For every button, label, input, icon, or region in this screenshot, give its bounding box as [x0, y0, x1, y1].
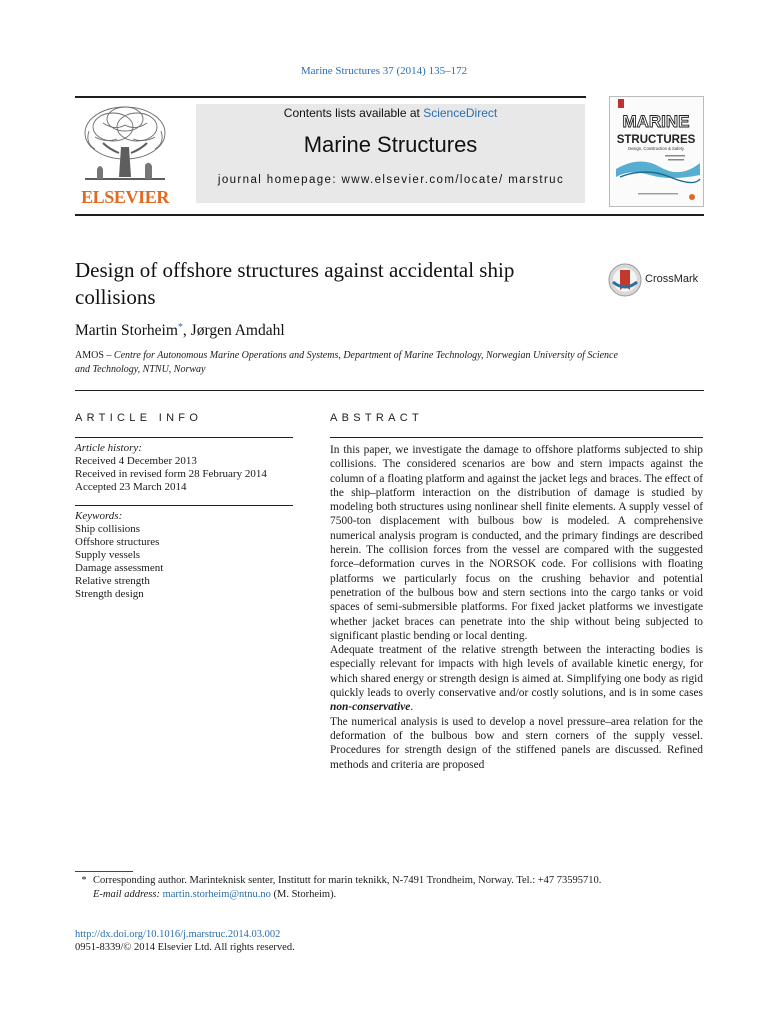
- crossmark-badge[interactable]: [607, 262, 707, 298]
- keywords-list: [75, 510, 293, 601]
- elsevier-logo: [75, 103, 175, 206]
- keywords-label: Keywords:: [75, 510, 123, 522]
- article-title: Design of offshore structures against accidental ship collisions: [75, 258, 515, 309]
- footnote-text: Corresponding author. Marinteknisk senter, Institutt for marin teknikk, N-7491 Trondheim, Norway. Tel.: +47 73595710.: [93, 875, 602, 886]
- history-item: Accepted 23 March 2014: [75, 481, 187, 493]
- email-link[interactable]: martin.storheim@ntnu.no: [162, 889, 271, 900]
- keyword-item: Strength design: [75, 588, 144, 600]
- header-bottom-rule: [75, 214, 704, 216]
- keyword-item: Damage assessment: [75, 562, 164, 574]
- author-separator: ,: [182, 322, 191, 339]
- sciencedirect-link[interactable]: ScienceDirect: [423, 106, 498, 120]
- affiliation-prefix: AMOS –: [75, 350, 114, 361]
- abstract-paragraph: [330, 643, 703, 714]
- abstract-text: .: [410, 701, 414, 714]
- email-label: E-mail address:: [93, 889, 163, 900]
- keyword-item: Relative strength: [75, 575, 150, 587]
- elsevier-tree-icon: [75, 103, 175, 185]
- article-history: [75, 442, 293, 494]
- footnote: [75, 874, 715, 902]
- abstract-paragraph: In this paper, we investigate the damage to offshore platforms subjected to ship collisions. The considered scenarios are bow and stern impacts against the column of a floating platform and against the jacket legs and braces. The effect of the ship–platform interaction on the distribution of damage is studied by modeling both structures using nonlinear shell finite elements. A supply vessel of 7500-ton displacement with bulbous bow is modeled. A comprehensive numerical analysis program is conducted, and the primary findings are described herein. The collision forces from the vessel are compared with the suggested force–deformation curves in the NORSOK code. For collisions with floating platforms we particularly focus on the crushing behavior and potential penetration of the bulbous bow and stern sections into the cargo tanks or void spaces of semi-submersible platforms. For fixed jacket platforms we investigate whether jacket braces can penetrate into the ship without being subjected to significant plastic bending or local denting.: [330, 444, 703, 642]
- crossmark-icon: [607, 262, 643, 298]
- contents-line: [196, 106, 585, 120]
- cover-subtitle: Design, Construction & Safety: [628, 146, 684, 151]
- header-top-rule: [75, 96, 586, 98]
- email-suffix: (M. Storheim).: [270, 889, 337, 900]
- journal-name: Marine Structures: [303, 132, 478, 157]
- doi-block: [75, 928, 295, 954]
- journal-masthead: [196, 104, 585, 203]
- affiliation-text: Centre for Autonomous Marine Operations and Systems, Department of Marine Technology, Norwegian University of Science and Technology, NTNU, Norway: [75, 350, 618, 375]
- affiliation-rule: [75, 390, 704, 391]
- abstract-text: Adequate treatment of the relative strength between the interacting bodies is especially relevant for impacts with high levels of available kinetic energy, for which shared energy or strength design is aimed at. Simplifying one body as rigid quickly leads to overly conservative and/or costly solutions, and is in some cases: [330, 644, 703, 700]
- author-affiliation: [75, 349, 635, 377]
- keyword-item: Ship collisions: [75, 523, 141, 535]
- journal-cover-thumbnail[interactable]: [609, 96, 704, 207]
- abstract-emphasis: non-conservative: [330, 701, 411, 714]
- author-name[interactable]: Jørgen Amdahl: [190, 322, 285, 339]
- copyright-notice: 0951-8339/© 2014 Elsevier Ltd. All rights reserved.: [75, 942, 295, 953]
- doi-link[interactable]: http://dx.doi.org/10.1016/j.marstruc.2014.03.002: [75, 929, 281, 940]
- article-info-heading: ARTICLE INFO: [75, 412, 203, 424]
- article-info-rule: [75, 437, 293, 438]
- cover-title-top: MARINE: [622, 112, 690, 131]
- abstract-body: [330, 443, 703, 772]
- author-list: [75, 322, 285, 340]
- journal-reference-link[interactable]: Marine Structures 37 (2014) 135–172: [300, 65, 468, 77]
- cover-art-icon: [610, 97, 703, 206]
- footnote-rule: [75, 871, 133, 872]
- history-item: Received 4 December 2013: [75, 455, 197, 467]
- abstract-rule: [330, 437, 703, 438]
- footnote-marker: *: [81, 875, 87, 886]
- abstract-paragraph: The numerical analysis is used to develop a novel pressure–area relation for the deformation of the bulbous bow and stern corners of the supply vessel. Procedures for strength design of the stiffened panels are discussed. Refined methods and criteria are proposed: [330, 715, 703, 771]
- history-item: Received in revised form 28 February 2014: [75, 468, 267, 480]
- contents-prefix: Contents lists available at: [283, 106, 424, 120]
- elsevier-wordmark: ELSEVIER: [81, 187, 169, 207]
- keywords-rule: [75, 505, 293, 506]
- abstract-heading: ABSTRACT: [330, 412, 424, 424]
- footnote-line: [75, 874, 715, 888]
- corresponding-author-marker[interactable]: *: [177, 322, 183, 333]
- journal-homepage[interactable]: journal homepage: www.elsevier.com/locate/ marstruc: [217, 174, 565, 186]
- keyword-item: Supply vessels: [75, 549, 141, 561]
- footnote-email-line: [75, 888, 715, 902]
- cover-title-bottom: STRUCTURES: [616, 134, 696, 146]
- history-label: Article history:: [75, 442, 142, 454]
- keyword-item: Offshore structures: [75, 536, 160, 548]
- author-name[interactable]: Martin Storheim: [75, 322, 178, 339]
- crossmark-label: CrossMark: [645, 273, 699, 285]
